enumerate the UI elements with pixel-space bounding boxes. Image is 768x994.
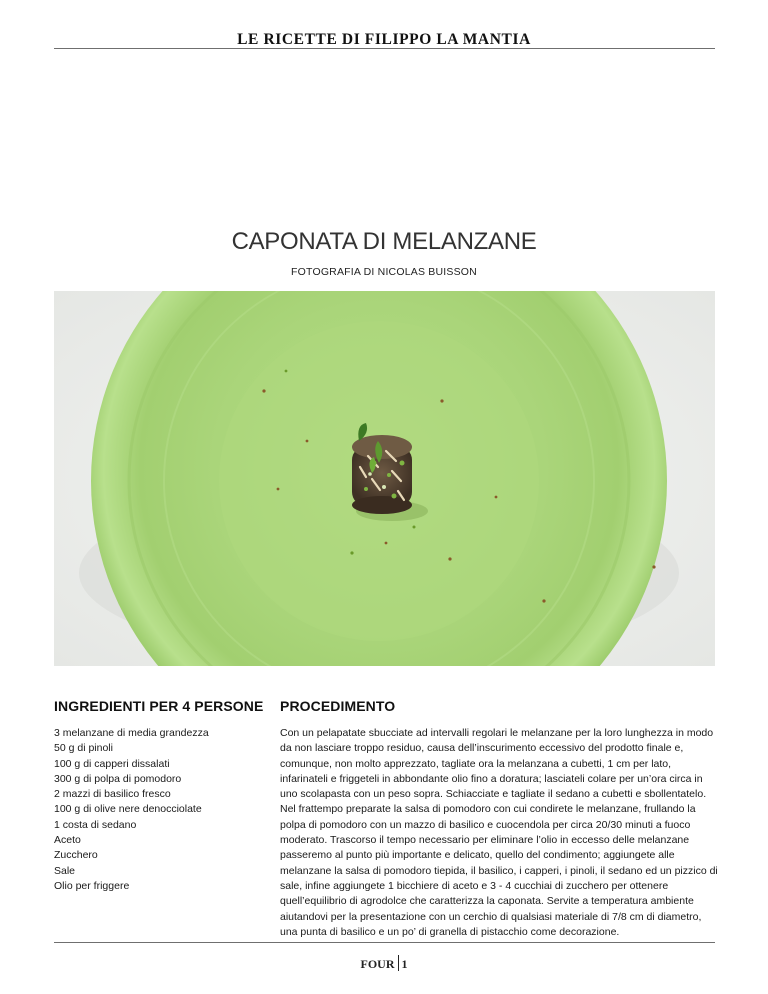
ingredient-item: Aceto: [54, 834, 81, 847]
magazine-section-title: LE RICETTE DI FILIPPO LA MANTIA: [237, 31, 531, 48]
footer-divider: [54, 942, 715, 943]
ingredient-item: Olio per friggere: [54, 879, 130, 892]
ingredients-list: [54, 726, 269, 894]
ingredient-item: 1 costa di sedano: [54, 818, 137, 831]
ingredients-heading: INGREDIENTI PER 4 PERSONE: [54, 698, 264, 714]
ingredient-item: 100 g di capperi dissalati: [54, 757, 170, 770]
page-footer: [0, 955, 768, 972]
ingredient-item: 100 g di olive nere denocciolate: [54, 803, 202, 816]
ingredient-item: 300 g di polpa di pomodoro: [54, 772, 182, 785]
footer-separator: [398, 955, 399, 971]
photo-credit: FOTOGRAFIA DI NICOLAS BUISSON: [291, 266, 477, 278]
header-divider: [54, 48, 715, 49]
procedure-heading: PROCEDIMENTO: [280, 698, 396, 714]
dish-photo: [54, 291, 715, 666]
ingredient-item: 50 g di pinoli: [54, 742, 113, 755]
ingredient-item: Zucchero: [54, 849, 98, 862]
recipe-title: CAPONATA DI MELANZANE: [231, 228, 537, 255]
ingredient-item: 2 mazzi di basilico fresco: [54, 788, 171, 801]
magazine-brand: FOUR: [360, 957, 395, 971]
ingredient-item: 3 melanzane di media grandezza: [54, 727, 209, 739]
procedure-text: Con un pelapatate sbucciate ad intervalli regolari le melanzane per la loro lunghezza in modo da non lasciare troppo residuo, causa dell’inscurimento eccessivo del prodotto finale e, comunque, non molto apprezzato, tagliate ora la melanzana a cubetti, 1 cm per lato, infarinateli e friggeteli in abbondante olio fino a doratura; lasciateli colare per un’ora circa in uno scolapasta con un peso sopra. Schiacciate e tagliate il sedano a cubetti e sbollentatelo. Nel frattempo preparate la salsa di pomodoro con cui condirete le melanzane, frullando la polpa di pomodoro con un mazzo di basilico e cuocendola per circa 20/30 minuti a fuoco moderato. Trascorso il tempo necessario per eliminare l’olio in eccesso delle melanzane passeremo al punto più importante e delicato, quello del condimento; aggiungete alle melanzane la salsa di pomodoro tiepida, il basilico, i capperi, i pinoli, il sedano ed un pizzico di sale, infine aggiungete 1 bicchiere di aceto e 3 - 4 cucchiai di zucchero per ottenere quell’equilibrio di agrodolce che caratterizza la caponata. Servite a temperatura ambiente aiutandovi per la presentazione con un cerchio di qualsiasi materiale di 7/8 cm di diametro, una punta di basilico e un po’ di granella di pistacchio come decorazione.: [280, 727, 718, 938]
ingredient-item: Sale: [54, 864, 76, 877]
page-number: 1: [401, 957, 408, 971]
